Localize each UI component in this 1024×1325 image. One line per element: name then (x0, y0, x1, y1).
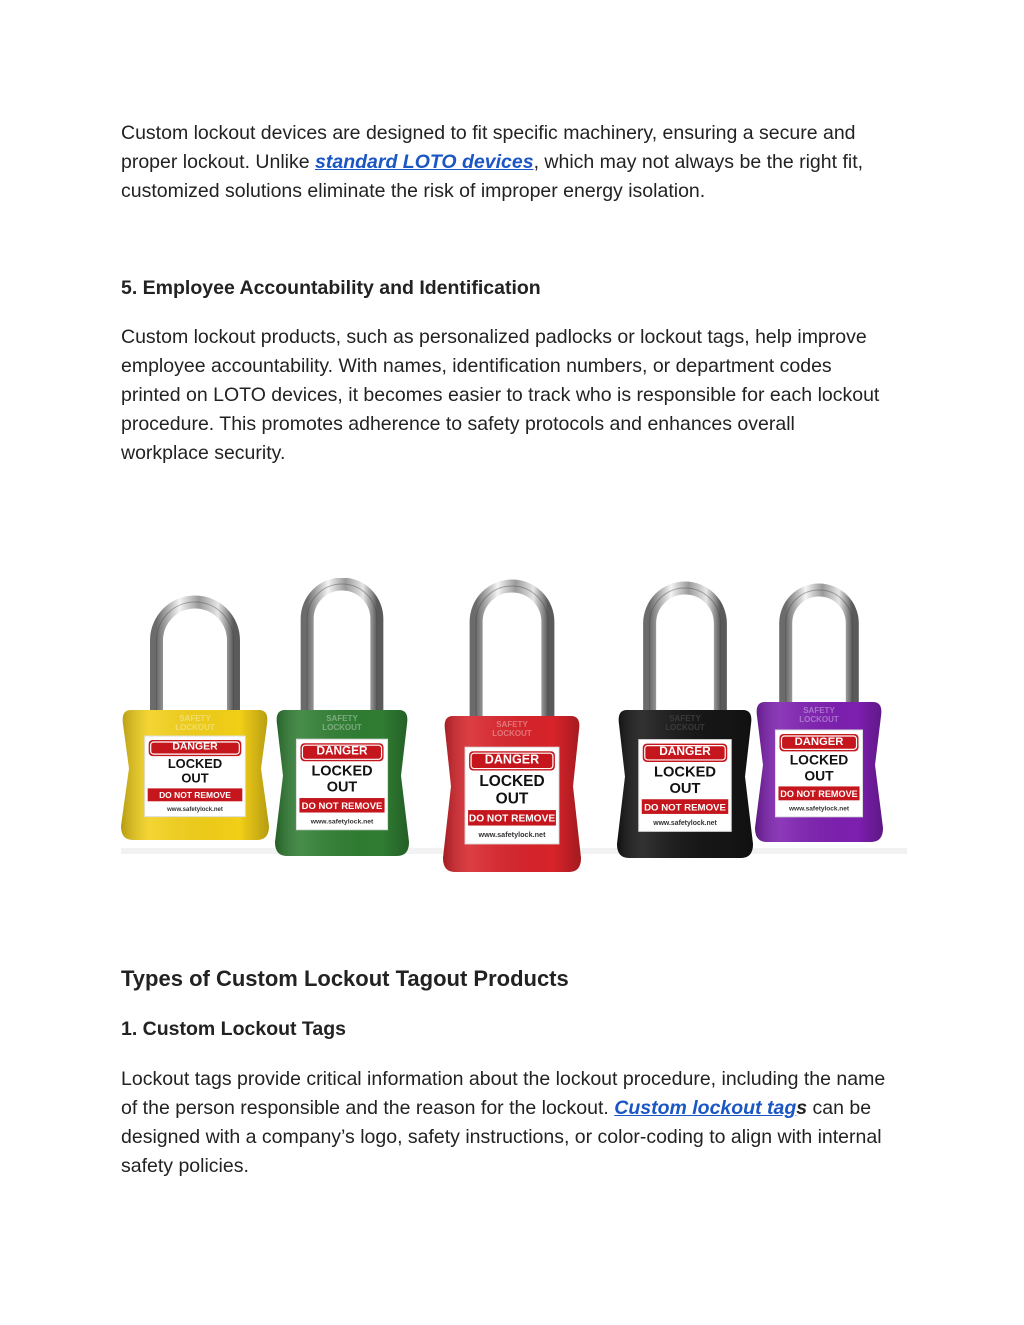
intro-paragraph (121, 119, 911, 206)
types-heading: Types of Custom Lockout Tagout Products (121, 966, 569, 991)
label-out: OUT (495, 790, 529, 808)
embossed-lockout: LOCKOUT (492, 729, 532, 738)
label-out: OUT (326, 779, 358, 796)
embossed-safety: SAFETY (326, 714, 358, 723)
shackle (476, 586, 548, 722)
padlock (617, 588, 753, 858)
label-website: www.safetylock.net (788, 805, 850, 813)
label-website: www.safetylock.net (167, 806, 223, 813)
tags-text-end: can be designed with a company’s logo, safety instructions, or color-coding to align with internal safety policies. (121, 1097, 882, 1177)
label-do-not-remove: DO NOT REMOVE (468, 813, 556, 825)
shackle (786, 590, 853, 708)
label-locked: LOCKED (789, 751, 849, 768)
embossed-lockout: LOCKOUT (322, 723, 362, 732)
label-locked: LOCKED (654, 764, 716, 781)
section5-heading: 5. Employee Accountability and Identification (121, 277, 541, 299)
custom-lockout-tag-link[interactable]: Custom lockout tag (614, 1097, 797, 1119)
label-website: www.safetylock.net (653, 819, 717, 827)
embossed-safety: SAFETY (496, 720, 528, 729)
embossed-lockout: LOCKOUT (665, 723, 705, 732)
padlock (275, 584, 409, 856)
label-danger: DANGER (316, 744, 368, 758)
shackle (157, 602, 234, 716)
shackle (650, 588, 721, 716)
label-locked: LOCKED (311, 763, 373, 780)
section5-paragraph: Custom lockout products, such as personalized padlocks or lockout tags, help improve employee accountability. With names, identification numbers, or department codes printed on LOTO devices, it becomes easier to track who is responsible for each lockout procedure. This promotes adherence to safety protocols and enhances overall workplace security. (121, 326, 880, 464)
padlock (121, 602, 269, 840)
embossed-safety: SAFETY (179, 714, 211, 723)
label-do-not-remove: DO NOT REMOVE (780, 788, 858, 799)
label-danger: DANGER (659, 744, 711, 759)
label-out: OUT (181, 770, 209, 786)
padlock (443, 586, 581, 872)
label-locked: LOCKED (479, 772, 545, 790)
intro-text-start: Custom lockout devices are designed to fit specific machinery, ensuring a secure and proper lockout. Unlike (121, 122, 856, 173)
embossed-safety: SAFETY (803, 706, 835, 715)
label-do-not-remove: DO NOT REMOVE (301, 800, 383, 812)
label-website: www.safetylock.net (478, 830, 546, 840)
tags-link-suffix: s (796, 1097, 808, 1119)
label-do-not-remove: DO NOT REMOVE (159, 790, 231, 801)
label-danger: DANGER (794, 735, 844, 748)
intro-text-end: , which may not always be the right fit, customized solutions eliminate the risk of improper energy isolation. (121, 151, 864, 202)
padlock (755, 590, 883, 842)
standard-loto-devices-link[interactable]: standard LOTO devices (315, 151, 534, 173)
label-locked: LOCKED (167, 756, 223, 772)
label-website: www.safetylock.net (310, 818, 374, 826)
label-out: OUT (669, 780, 701, 797)
embossed-lockout: LOCKOUT (799, 715, 839, 724)
embossed-safety: SAFETY (669, 714, 701, 723)
padlocks-photo (121, 578, 907, 878)
tags-text-start: Lockout tags provide critical information about the lockout procedure, including the name of the person responsible and the reason for the lockout. (121, 1068, 886, 1119)
embossed-lockout: LOCKOUT (175, 723, 215, 732)
label-danger: DANGER (172, 741, 218, 753)
shackle (307, 584, 377, 716)
label-do-not-remove: DO NOT REMOVE (644, 802, 726, 814)
label-danger: DANGER (484, 752, 540, 767)
lockout-tags-paragraph (121, 1065, 891, 1181)
custom-lockout-tags-heading: 1. Custom Lockout Tags (121, 1018, 346, 1040)
label-out: OUT (804, 767, 834, 784)
